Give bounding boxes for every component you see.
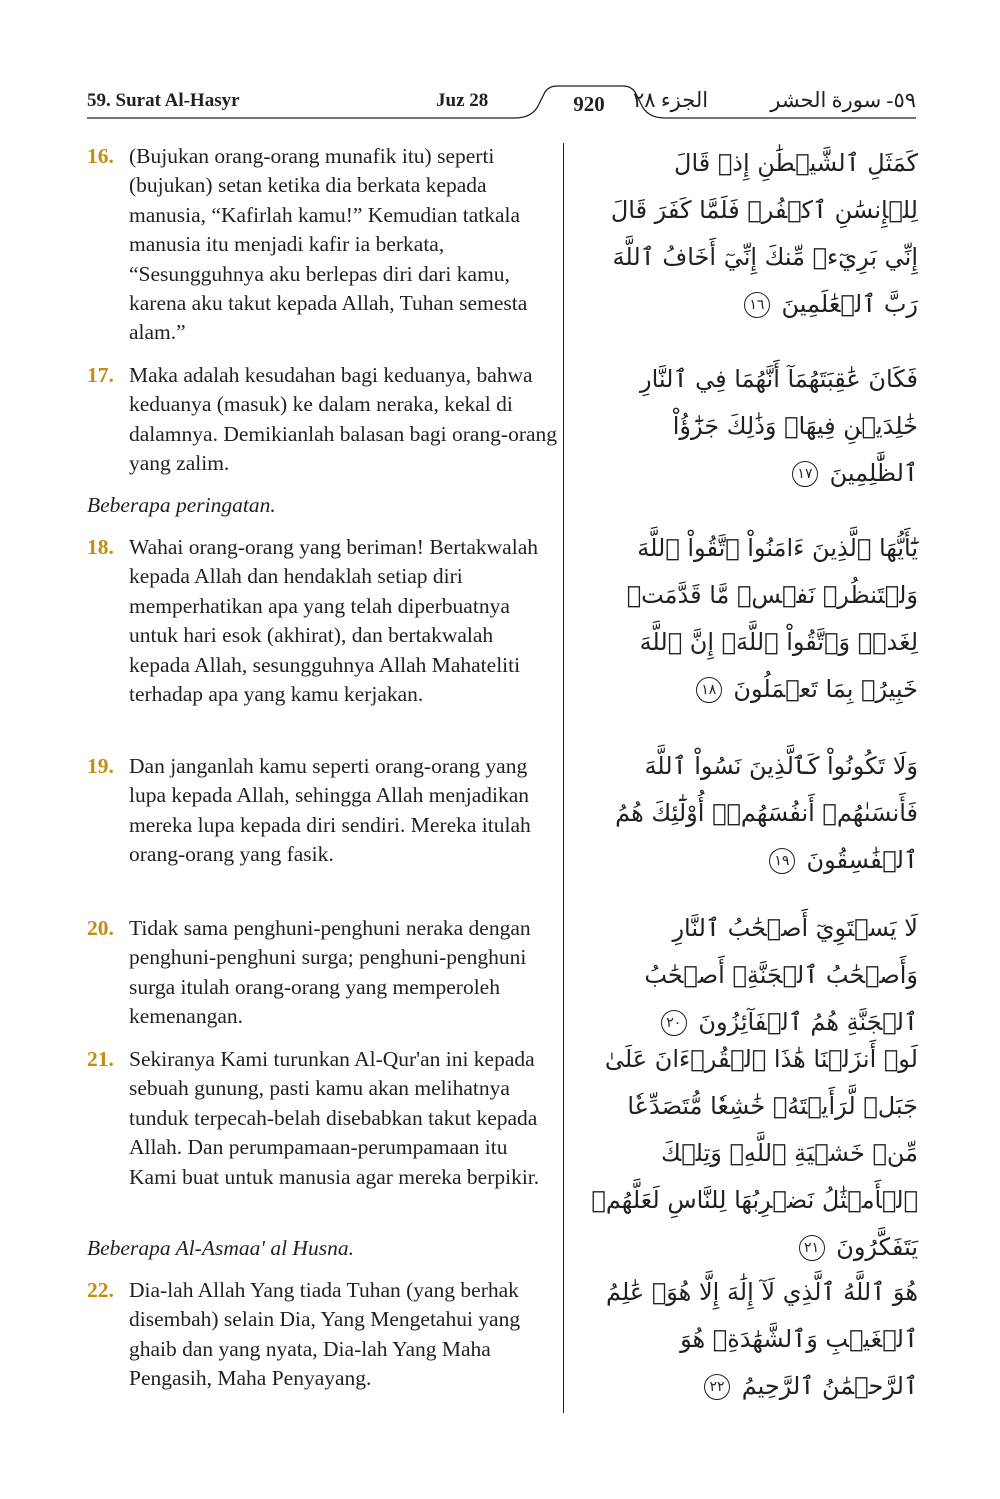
verse-text: Wahai orang-orang yang beriman! Bertakwalah kepada Allah dan hendaklah setiap diri memperhatikan apa yang telah diperbuatnya untuk hari esok (akhirat), dan bertakwalah kepada Allah, sesungguhnya Allah Mahateliti terhadap apa yang kamu kerjakan. bbox=[129, 535, 538, 707]
verse-translation-16 bbox=[87, 142, 559, 348]
juz-label-arabic: الجزء ٢٨ bbox=[633, 88, 709, 112]
verse-number: 20. bbox=[87, 916, 114, 940]
verse-arabic-18 bbox=[590, 525, 918, 713]
section-heading-peringatan: Beberapa peringatan. bbox=[87, 493, 276, 517]
verse-translation-21 bbox=[87, 1045, 559, 1192]
page-number: 920 bbox=[573, 92, 605, 116]
arabic-text: هُوَ ٱللَّهُ ٱلَّذِي لَآ إِلَٰهَ إِلَّا هُوَۖ عَٰلِمُ ٱلۡغَيۡبِ وَٱلشَّهَٰدَةِۖ هُوَ ٱلرَّحۡمَٰنُ ٱلرَّحِيمُ bbox=[606, 1278, 918, 1400]
verse-translation-19 bbox=[87, 752, 559, 870]
verse-number: 16. bbox=[87, 144, 114, 168]
arabic-text: لَا يَسۡتَوِيٓ أَصۡحَٰبُ ٱلنَّارِ وَأَصۡحَٰبُ ٱلۡجَنَّةِۚ أَصۡحَٰبُ ٱلۡجَنَّةِ هُمُ ٱلۡفَآئِزُونَ bbox=[644, 914, 918, 1036]
juz-label-latin: Juz 28 bbox=[436, 90, 489, 111]
verse-text: Tidak sama penghuni-penghuni neraka dengan penghuni-penghuni surga; penghuni-penghuni surga itulah orang-orang yang memperoleh kemenangan. bbox=[129, 916, 531, 1029]
verse-translation-17 bbox=[87, 361, 559, 479]
section-heading-asmaa: Beberapa Al-Asmaa' al Husna. bbox=[87, 1236, 354, 1260]
verse-number: 21. bbox=[87, 1047, 114, 1071]
surah-title-arabic: ٥٩- سورة الحشر bbox=[770, 88, 916, 112]
arabic-text: فَكَانَ عَٰقِبَتَهُمَآ أَنَّهُمَا فِي ٱلنَّارِ خَٰلِدَيۡنِ فِيهَاۚ وَذَٰلِكَ جَزَٰٓؤُاْ ٱلظَّٰلِمِينَ bbox=[640, 365, 918, 487]
verse-translation-20 bbox=[87, 914, 559, 1032]
ayah-end-marker: ١٨ bbox=[696, 677, 722, 703]
verse-number: 19. bbox=[87, 754, 114, 778]
ayah-end-marker: ٢١ bbox=[799, 1235, 825, 1261]
verse-arabic-17 bbox=[590, 356, 918, 497]
verse-text: Dan janganlah kamu seperti orang-orang yang lupa kepada Allah, sehingga Allah menjadikan mereka lupa kepada diri sendiri. Mereka itulah orang-orang yang fasik. bbox=[129, 754, 531, 867]
surah-title-latin: 59. Surat Al-Hasyr bbox=[87, 90, 240, 111]
verse-number: 22. bbox=[87, 1278, 114, 1302]
verse-text: Dia-lah Allah Yang tiada Tuhan (yang berhak disembah) selain Dia, Yang Mengetahui yang ghaib dan yang nyata, Dia-lah Yang Maha Pengasih, Maha Penyayang. bbox=[129, 1278, 521, 1391]
column-divider bbox=[563, 143, 564, 1413]
verse-arabic-21 bbox=[590, 1036, 918, 1271]
arabic-text: وَلَا تَكُونُواْ كَٱلَّذِينَ نَسُواْ ٱللَّهَ فَأَنسَىٰهُمۡ أَنفُسَهُمۡۚ أُوْلَٰٓئِكَ هُمُ ٱلۡفَٰسِقُونَ bbox=[615, 752, 918, 874]
ayah-end-marker: ٢٠ bbox=[661, 1010, 687, 1036]
verse-text: (Bujukan orang-orang munafik itu) seperti (bujukan) setan ketika dia berkata kepada manusia, “Kafirlah kamu!” Kemudian tatkala manusia itu menjadi kafir ia berkata, “Sesungguhnya aku berlepas diri dari kamu, karena aku takut kepada Allah, Tuhan semesta alam.” bbox=[129, 144, 528, 345]
verse-arabic-16 bbox=[590, 140, 918, 328]
verse-arabic-20 bbox=[590, 905, 918, 1046]
verse-number: 17. bbox=[87, 363, 114, 387]
verse-text: Sekiranya Kami turunkan Al-Qur'an ini kepada sebuah gunung, pasti kamu akan melihatnya tunduk terpecah-belah disebabkan takut kepada Allah. Dan perumpamaan-perumpamaan itu Kami buat untuk manusia agar mereka berpikir. bbox=[129, 1047, 540, 1189]
verse-number: 18. bbox=[87, 535, 114, 559]
ayah-end-marker: ٢٢ bbox=[704, 1374, 730, 1400]
verse-arabic-19 bbox=[590, 743, 918, 884]
ayah-end-marker: ١٦ bbox=[744, 292, 770, 318]
page-header bbox=[87, 84, 916, 124]
ayah-end-marker: ١٧ bbox=[792, 461, 818, 487]
verse-translation-22 bbox=[87, 1276, 559, 1394]
verse-arabic-22 bbox=[590, 1269, 918, 1410]
arabic-text: لَوۡ أَنزَلۡنَا هَٰذَا ٱلۡقُرۡءَانَ عَلَىٰ جَبَلٖ لَّرَأَيۡتَهُۥ خَٰشِعٗا مُّتَصَدِّعٗا مِّنۡ خَشۡيَةِ ٱللَّهِۚ وَتِلۡكَ ٱلۡأَمۡثَٰلُ نَضۡرِبُهَا لِلنَّاسِ لَعَلَّهُمۡ يَتَفَكَّرُونَ bbox=[591, 1045, 918, 1261]
arabic-text: يَٰٓأَيُّهَا ٱلَّذِينَ ءَامَنُواْ ٱتَّقُواْ ٱللَّهَ وَلۡتَنظُرۡ نَفۡسٞ مَّا قَدَّمَتۡ لِغَدٖۖ وَٱتَّقُواْ ٱللَّهَۚ إِنَّ ٱللَّهَ خَبِيرُۢ بِمَا تَعۡمَلُونَ bbox=[626, 534, 918, 703]
ayah-end-marker: ١٩ bbox=[769, 848, 795, 874]
arabic-text: كَمَثَلِ ٱلشَّيۡطَٰنِ إِذۡ قَالَ لِلۡإِنسَٰنِ ٱكۡفُرۡ فَلَمَّا كَفَرَ قَالَ إِنِّي بَرِيٓءٞ مِّنكَ إِنِّيٓ أَخَافُ ٱللَّهَ رَبَّ ٱلۡعَٰلَمِينَ bbox=[610, 149, 918, 318]
verse-translation-18 bbox=[87, 533, 559, 709]
verse-text: Maka adalah kesudahan bagi keduanya, bahwa keduanya (masuk) ke dalam neraka, kekal di dalamnya. Demikianlah balasan bagi orang-orang yang zalim. bbox=[129, 363, 558, 476]
